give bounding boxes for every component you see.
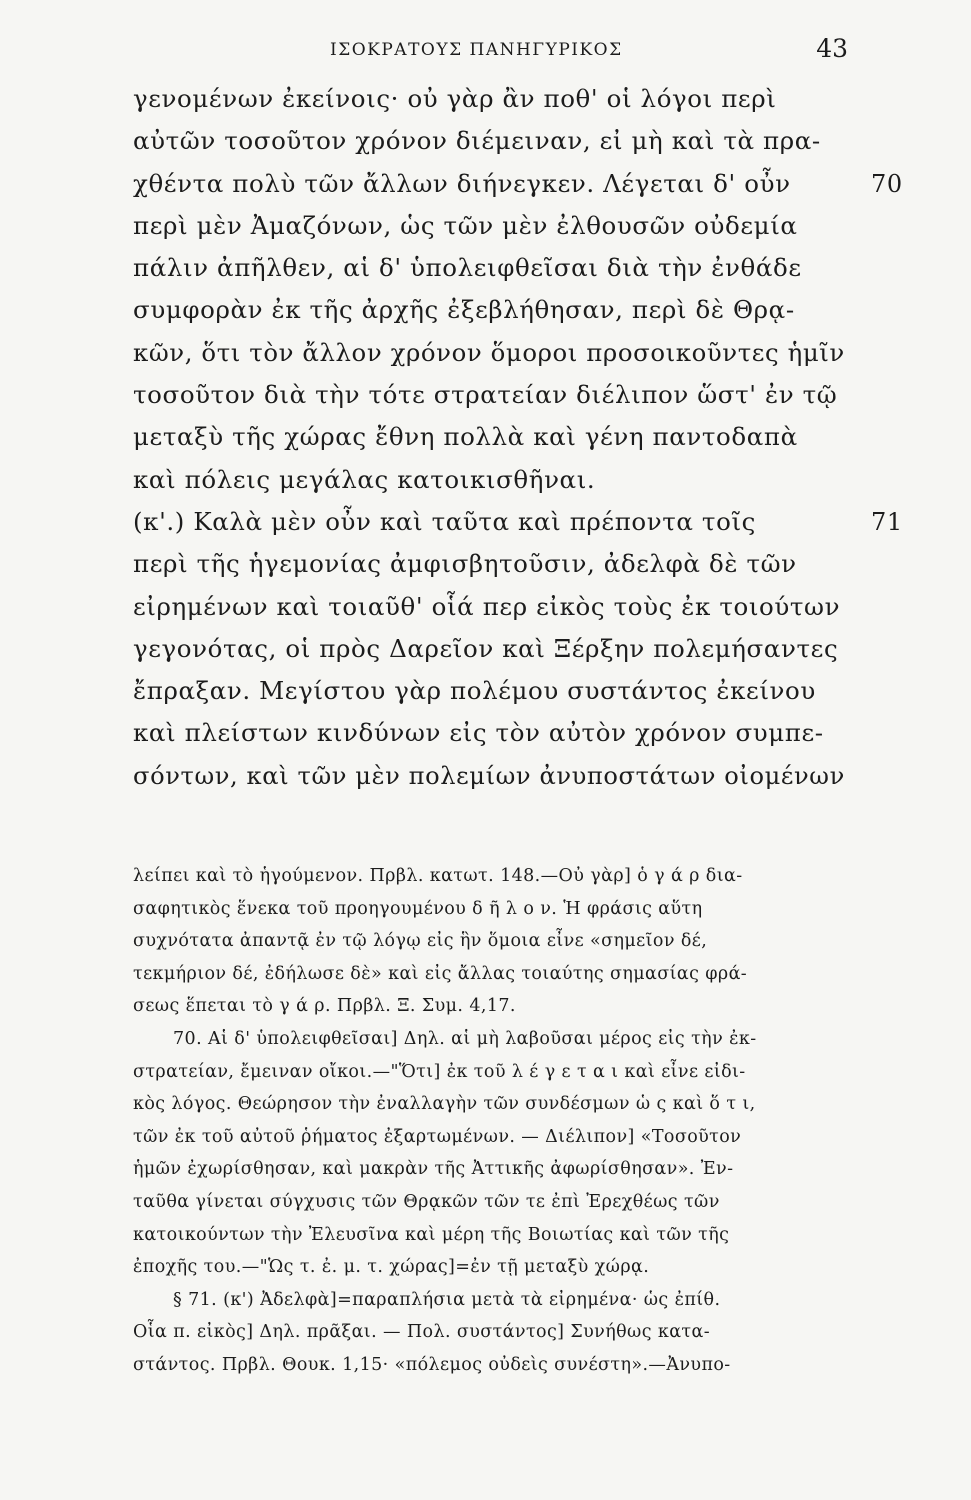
main-text-line: [133, 247, 893, 289]
main-text-line-text: συμφορὰν ἐκ τῆς ἀρχῆς ἐξεβλήθησαν, περὶ δὲ Θρᾳ-: [133, 295, 795, 325]
main-text-line: [133, 78, 893, 120]
note-line: [133, 1023, 873, 1056]
main-text-line-text: χθέντα πολὺ τῶν ἄλλων διήνεγκεν. Λέγεται δ' οὖν: [133, 168, 791, 198]
main-text-line-text: σόντων, καὶ τῶν μὲν πολεμίων ἀνυποστάτων οἰομένων: [133, 760, 845, 790]
note-line: [133, 1316, 873, 1349]
main-text-line: [133, 332, 893, 374]
note-line: [133, 1219, 873, 1252]
main-text-line: [133, 120, 893, 162]
main-text-line-text: εἰρημένων καὶ τοιαῦθ' οἷά περ εἰκὸς τοὺς ἐκ τοιούτων: [133, 591, 841, 621]
main-text-line-text: πάλιν ἀπῆλθεν, αἱ δ' ὑπολειφθεῖσαι διὰ τὴν ἐνθάδε: [133, 253, 802, 283]
note-line-text: σεως ἕπεται τὸ γ ά ρ. Πρβλ. Ξ. Συμ. 4,17.: [133, 996, 516, 1017]
main-text-line-text: περὶ τῆς ἡγεμονίας ἀμφισβητοῦσιν, ἀδελφὰ δὲ τῶν: [133, 549, 797, 579]
note-line: [133, 1121, 873, 1154]
main-text-line: [133, 586, 893, 628]
main-text-line: [133, 459, 893, 501]
note-line-text: στρατείαν, ἔμειναν οἴκοι.—"Ὅτι] ἐκ τοῦ λ έ γ ε τ α ι καὶ εἶνε εἰδι-: [133, 1061, 746, 1082]
note-line: [133, 893, 873, 926]
note-line-text: κατοικούντων τὴν Ἐλευσῖνα καὶ μέρη τῆς Βοιωτίας καὶ τῶν τῆς: [133, 1224, 730, 1245]
note-line-text: Οἷα π. εἰκὸς] Δηλ. πρᾶξαι. — Πολ. συστάντος] Συνήθως κατα-: [133, 1322, 711, 1343]
main-text-line-text: καὶ πλείστων κινδύνων εἰς τὸν αὐτὸν χρόνον συμπε-: [133, 718, 824, 748]
note-line: [133, 958, 873, 991]
main-text-line-text: μεταξὺ τῆς χώρας ἔθνη πολλὰ καὶ γένη παντοδαπὰ: [133, 422, 798, 452]
main-text-line: [133, 374, 893, 416]
main-text-line-text: αὐτῶν τοσοῦτον χρόνον διέμειναν, εἰ μὴ καὶ τὰ πρα-: [133, 126, 821, 156]
note-line-text: στάντος. Πρβλ. Θουκ. 1,15· «πόλεμος οὐδεὶς συνέστη».—Ἀνυπο-: [133, 1354, 731, 1375]
running-title: ΙΣΟΚΡΑΤΟΥΣ ΠΑΝΗΓΥΡΙΚΟΣ: [330, 40, 623, 60]
main-text-line-text: τοσοῦτον διὰ τὴν τότε στρατείαν διέλιπον ὥστ' ἐν τῷ: [133, 380, 838, 410]
commentary-notes: [133, 860, 873, 1382]
note-line-text: σαφητικὸς ἕνεκα τοῦ προηγουμένου δ ῆ λ ο ν. Ἡ φράσις αὕτη: [133, 898, 703, 919]
main-text-line: [133, 755, 893, 797]
note-line-text: τῶν ἐκ τοῦ αὐτοῦ ῥήματος ἐξαρτωμένων. — Διέλιπον] «Τοσοῦτον: [133, 1126, 742, 1147]
section-number: 71: [871, 507, 903, 536]
note-line-text: λείπει καὶ τὸ ἡγούμενον. Πρβλ. κατωτ. 148.—Οὐ γὰρ] ὁ γ ά ρ δια-: [133, 866, 743, 886]
note-line-text: κὸς λόγος. Θεώρησον τὴν ἐναλλαγὴν τῶν συνδέσμων ὡ ς καὶ ὅ τ ι,: [133, 1094, 756, 1115]
note-line-text: ἡμῶν ἐχωρίσθησαν, καὶ μακρὰν τῆς Ἀττικῆς ἀφωρίσθησαν». Ἐν-: [133, 1159, 734, 1180]
note-line: [133, 1088, 873, 1121]
main-text-line: [133, 416, 893, 458]
main-text-line-text: γενομένων ἐκείνοις· οὐ γὰρ ἂν ποθ' οἱ λόγοι περὶ: [133, 84, 777, 113]
note-line: [133, 1056, 873, 1089]
main-text-line-text: γεγονότας, οἱ πρὸς Δαρεῖον καὶ Ξέρξην πολεμήσαντες: [133, 633, 839, 663]
main-text-line-text: περὶ μὲν Ἀμαζόνων, ὡς τῶν μὲν ἐλθουσῶν οὐδεμία: [133, 210, 798, 240]
note-line: [133, 1186, 873, 1219]
note-line-text: ταῦθα γίνεται σύγχυσις τῶν Θρᾳκῶν τῶν τε ἐπὶ Ἐρεχθέως τῶν: [133, 1191, 720, 1212]
main-text-line: [133, 670, 893, 712]
main-text-line-text: καὶ πόλεις μεγάλας κατοικισθῆναι.: [133, 464, 596, 494]
note-line: [133, 860, 873, 893]
note-line-text: ἐποχῆς του.—"Ὡς τ. ἐ. μ. τ. χώρας]=ἐν τῇ μεταξὺ χώρᾳ.: [133, 1257, 650, 1278]
note-line: [133, 1349, 873, 1382]
note-line-text: § 71. (κ') Ἀδελφὰ]=παραπλήσια μετὰ τὰ εἰρημένα· ὡς ἐπίθ.: [173, 1289, 721, 1310]
main-text-line: [133, 712, 893, 754]
main-text-line-text: ἔπραξαν. Μεγίστου γὰρ πολέμου συστάντος ἐκείνου: [133, 676, 816, 706]
note-line: [133, 1153, 873, 1186]
main-text-block: [133, 78, 903, 797]
note-line: [133, 925, 873, 958]
note-line: [133, 990, 873, 1023]
running-head: [130, 34, 850, 64]
note-line-text: 70. Αἱ δ' ὑπολειφθεῖσαι] Δηλ. αἱ μὴ λαβοῦσαι μέρος εἰς τὴν ἐκ-: [173, 1028, 757, 1049]
main-text-line: [133, 163, 903, 205]
main-text-line: [133, 543, 893, 585]
page-number: 43: [816, 34, 848, 63]
note-line: [133, 1284, 873, 1317]
main-text-line: [133, 501, 903, 543]
main-text-line-text: (κ'.) Καλὰ μὲν οὖν καὶ ταῦτα καὶ πρέποντα τοῖς: [133, 506, 756, 536]
note-line-text: συχνότατα ἀπαντᾷ ἐν τῷ λόγῳ εἰς ἣν ὅμοια εἶνε «σημεῖον δέ,: [133, 931, 708, 952]
main-text-line: [133, 289, 893, 331]
section-number: 70: [871, 169, 903, 198]
note-line-text: τεκμήριον δέ, ἐδήλωσε δὲ» καὶ εἰς ἄλλας τοιαύτης σημασίας φρά-: [133, 963, 748, 984]
note-line: [133, 1251, 873, 1284]
main-text-line: [133, 205, 893, 247]
main-text-line: [133, 628, 893, 670]
main-text-line-text: κῶν, ὅτι τὸν ἄλλον χρόνον ὅμοροι προσοικοῦντες ἡμῖν: [133, 337, 845, 367]
